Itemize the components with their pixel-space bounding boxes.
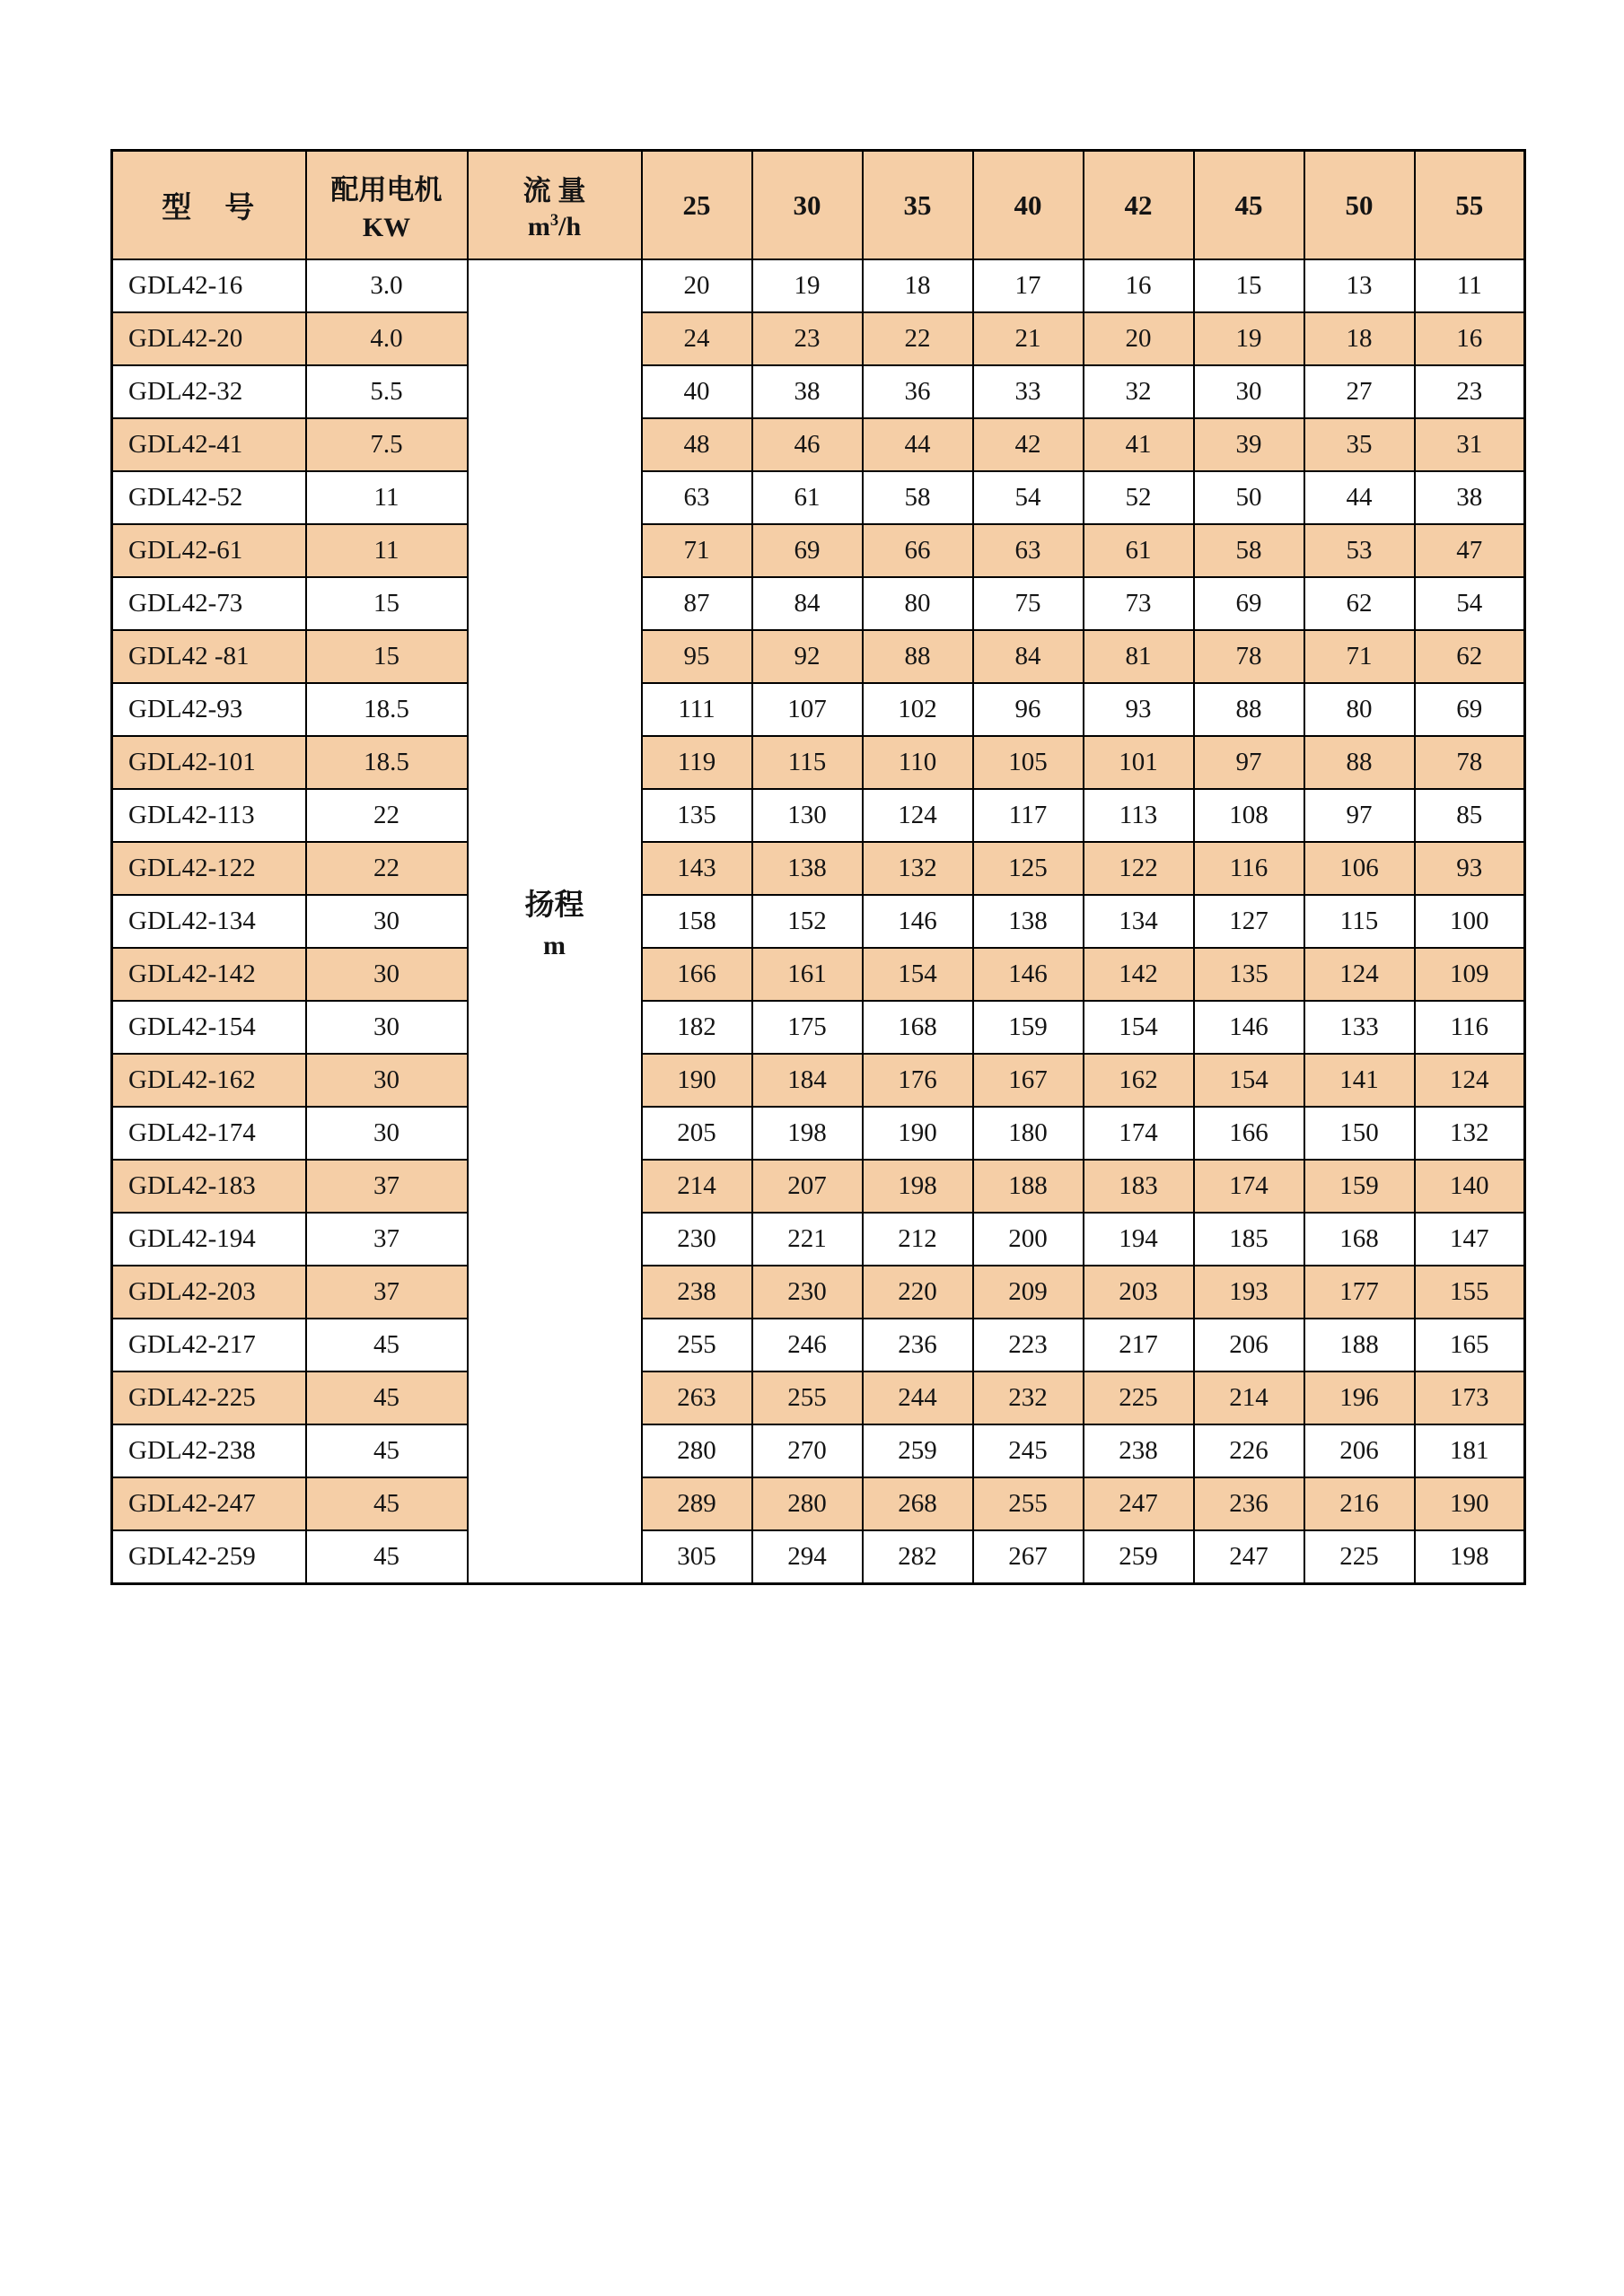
value-cell: 17 <box>973 259 1084 312</box>
model-cell: GDL42-16 <box>112 259 306 312</box>
value-cell: 122 <box>1084 842 1194 895</box>
value-cell: 109 <box>1415 948 1525 1001</box>
value-cell: 69 <box>1415 683 1525 736</box>
model-cell: GDL42-73 <box>112 577 306 630</box>
header-flow-30: 30 <box>752 151 863 260</box>
value-cell: 53 <box>1304 524 1415 577</box>
model-cell: GDL42-20 <box>112 312 306 365</box>
motor-kw-cell: 15 <box>306 577 468 630</box>
value-cell: 158 <box>642 895 752 948</box>
model-cell: GDL42-162 <box>112 1054 306 1107</box>
motor-kw-cell: 30 <box>306 1001 468 1054</box>
value-cell: 61 <box>1084 524 1194 577</box>
model-cell: GDL42-41 <box>112 418 306 471</box>
value-cell: 147 <box>1415 1213 1525 1266</box>
header-flow-45: 45 <box>1194 151 1304 260</box>
value-cell: 24 <box>642 312 752 365</box>
model-cell: GDL42-134 <box>112 895 306 948</box>
table-row <box>112 1107 1525 1160</box>
value-cell: 13 <box>1304 259 1415 312</box>
value-cell: 119 <box>642 736 752 789</box>
value-cell: 220 <box>863 1266 973 1319</box>
value-cell: 138 <box>752 842 863 895</box>
value-cell: 205 <box>642 1107 752 1160</box>
value-cell: 176 <box>863 1054 973 1107</box>
table-row <box>112 259 1525 312</box>
value-cell: 198 <box>752 1107 863 1160</box>
value-cell: 78 <box>1194 630 1304 683</box>
motor-kw-cell: 37 <box>306 1213 468 1266</box>
motor-kw-cell: 22 <box>306 842 468 895</box>
value-cell: 161 <box>752 948 863 1001</box>
value-cell: 143 <box>642 842 752 895</box>
model-cell: GDL42-247 <box>112 1477 306 1530</box>
value-cell: 238 <box>642 1266 752 1319</box>
value-cell: 31 <box>1415 418 1525 471</box>
pump-spec-table <box>110 149 1526 1585</box>
value-cell: 223 <box>973 1319 1084 1371</box>
model-cell: GDL42 -81 <box>112 630 306 683</box>
value-cell: 108 <box>1194 789 1304 842</box>
value-cell: 124 <box>1415 1054 1525 1107</box>
value-cell: 194 <box>1084 1213 1194 1266</box>
value-cell: 225 <box>1084 1371 1194 1424</box>
value-cell: 20 <box>642 259 752 312</box>
value-cell: 18 <box>1304 312 1415 365</box>
model-cell: GDL42-183 <box>112 1160 306 1213</box>
model-cell: GDL42-194 <box>112 1213 306 1266</box>
value-cell: 40 <box>642 365 752 418</box>
head-span-cell <box>468 259 642 1584</box>
value-cell: 206 <box>1304 1424 1415 1477</box>
value-cell: 84 <box>973 630 1084 683</box>
value-cell: 150 <box>1304 1107 1415 1160</box>
value-cell: 97 <box>1194 736 1304 789</box>
motor-kw-cell: 15 <box>306 630 468 683</box>
table-row <box>112 895 1525 948</box>
value-cell: 226 <box>1194 1424 1304 1477</box>
value-cell: 196 <box>1304 1371 1415 1424</box>
value-cell: 294 <box>752 1530 863 1584</box>
value-cell: 88 <box>1194 683 1304 736</box>
value-cell: 69 <box>752 524 863 577</box>
value-cell: 54 <box>1415 577 1525 630</box>
model-cell: GDL42-225 <box>112 1371 306 1424</box>
value-cell: 177 <box>1304 1266 1415 1319</box>
motor-kw-cell: 37 <box>306 1266 468 1319</box>
header-flow-unit: $m^3/h$ <box>527 211 582 241</box>
value-cell: 173 <box>1415 1371 1525 1424</box>
model-cell: GDL42-154 <box>112 1001 306 1054</box>
value-cell: 289 <box>642 1477 752 1530</box>
motor-kw-cell: 18.5 <box>306 683 468 736</box>
table-row <box>112 1054 1525 1107</box>
value-cell: 44 <box>1304 471 1415 524</box>
value-cell: 203 <box>1084 1266 1194 1319</box>
value-cell: 87 <box>642 577 752 630</box>
table-row <box>112 789 1525 842</box>
table-row <box>112 1424 1525 1477</box>
value-cell: 54 <box>973 471 1084 524</box>
header-model-label: 型 号 <box>162 192 257 224</box>
value-cell: 152 <box>752 895 863 948</box>
value-cell: 167 <box>973 1054 1084 1107</box>
value-cell: 110 <box>863 736 973 789</box>
value-cell: 85 <box>1415 789 1525 842</box>
value-cell: 63 <box>642 471 752 524</box>
header-flow-35: 35 <box>863 151 973 260</box>
value-cell: 247 <box>1084 1477 1194 1530</box>
value-cell: 135 <box>642 789 752 842</box>
value-cell: 116 <box>1415 1001 1525 1054</box>
table-row <box>112 365 1525 418</box>
value-cell: 305 <box>642 1530 752 1584</box>
value-cell: 280 <box>752 1477 863 1530</box>
value-cell: 116 <box>1194 842 1304 895</box>
value-cell: 80 <box>1304 683 1415 736</box>
table-row <box>112 1001 1525 1054</box>
value-cell: 146 <box>973 948 1084 1001</box>
motor-kw-cell: 7.5 <box>306 418 468 471</box>
header-flow-25: 25 <box>642 151 752 260</box>
value-cell: 166 <box>1194 1107 1304 1160</box>
value-cell: 61 <box>752 471 863 524</box>
value-cell: 140 <box>1415 1160 1525 1213</box>
value-cell: 174 <box>1084 1107 1194 1160</box>
value-cell: 15 <box>1194 259 1304 312</box>
value-cell: 259 <box>863 1424 973 1477</box>
value-cell: 267 <box>973 1530 1084 1584</box>
value-cell: 232 <box>973 1371 1084 1424</box>
value-cell: 193 <box>1194 1266 1304 1319</box>
header-flow-label: 流 量 <box>522 175 586 206</box>
table-row <box>112 418 1525 471</box>
value-cell: 263 <box>642 1371 752 1424</box>
value-cell: 247 <box>1194 1530 1304 1584</box>
motor-kw-cell: 45 <box>306 1530 468 1584</box>
value-cell: 78 <box>1415 736 1525 789</box>
value-cell: 225 <box>1304 1530 1415 1584</box>
value-cell: 238 <box>1084 1424 1194 1477</box>
model-cell: GDL42-203 <box>112 1266 306 1319</box>
value-cell: 96 <box>973 683 1084 736</box>
value-cell: 62 <box>1415 630 1525 683</box>
value-cell: 38 <box>1415 471 1525 524</box>
value-cell: 48 <box>642 418 752 471</box>
header-flow-50: 50 <box>1304 151 1415 260</box>
value-cell: 44 <box>863 418 973 471</box>
value-cell: 175 <box>752 1001 863 1054</box>
value-cell: 22 <box>863 312 973 365</box>
value-cell: 115 <box>1304 895 1415 948</box>
value-cell: 135 <box>1194 948 1304 1001</box>
value-cell: 23 <box>752 312 863 365</box>
value-cell: 132 <box>1415 1107 1525 1160</box>
model-cell: GDL42-101 <box>112 736 306 789</box>
header-motor-unit: KW <box>362 213 411 242</box>
value-cell: 88 <box>863 630 973 683</box>
value-cell: 71 <box>1304 630 1415 683</box>
motor-kw-cell: 4.0 <box>306 312 468 365</box>
value-cell: 95 <box>642 630 752 683</box>
table-row <box>112 1160 1525 1213</box>
value-cell: 130 <box>752 789 863 842</box>
value-cell: 132 <box>863 842 973 895</box>
value-cell: 20 <box>1084 312 1194 365</box>
model-cell: GDL42-122 <box>112 842 306 895</box>
value-cell: 16 <box>1084 259 1194 312</box>
table-row <box>112 1371 1525 1424</box>
motor-kw-cell: 30 <box>306 895 468 948</box>
value-cell: 124 <box>863 789 973 842</box>
table-row <box>112 524 1525 577</box>
value-cell: 88 <box>1304 736 1415 789</box>
value-cell: 21 <box>973 312 1084 365</box>
motor-kw-cell: 45 <box>306 1319 468 1371</box>
value-cell: 230 <box>752 1266 863 1319</box>
value-cell: 92 <box>752 630 863 683</box>
model-cell: GDL42-174 <box>112 1107 306 1160</box>
value-cell: 125 <box>973 842 1084 895</box>
model-cell: GDL42-259 <box>112 1530 306 1584</box>
value-cell: 162 <box>1084 1054 1194 1107</box>
value-cell: 124 <box>1304 948 1415 1001</box>
value-cell: 18 <box>863 259 973 312</box>
value-cell: 62 <box>1304 577 1415 630</box>
value-cell: 246 <box>752 1319 863 1371</box>
value-cell: 102 <box>863 683 973 736</box>
value-cell: 46 <box>752 418 863 471</box>
value-cell: 42 <box>973 418 1084 471</box>
model-cell: GDL42-238 <box>112 1424 306 1477</box>
value-cell: 81 <box>1084 630 1194 683</box>
header-flow <box>468 151 642 260</box>
value-cell: 206 <box>1194 1319 1304 1371</box>
value-cell: 107 <box>752 683 863 736</box>
value-cell: 84 <box>752 577 863 630</box>
value-cell: 154 <box>1194 1054 1304 1107</box>
value-cell: 113 <box>1084 789 1194 842</box>
value-cell: 134 <box>1084 895 1194 948</box>
value-cell: 73 <box>1084 577 1194 630</box>
model-cell: GDL42-32 <box>112 365 306 418</box>
motor-kw-cell: 45 <box>306 1424 468 1477</box>
value-cell: 41 <box>1084 418 1194 471</box>
header-flow-55: 55 <box>1415 151 1525 260</box>
value-cell: 155 <box>1415 1266 1525 1319</box>
table-row <box>112 948 1525 1001</box>
value-cell: 200 <box>973 1213 1084 1266</box>
value-cell: 190 <box>642 1054 752 1107</box>
value-cell: 217 <box>1084 1319 1194 1371</box>
table-row <box>112 630 1525 683</box>
value-cell: 32 <box>1084 365 1194 418</box>
value-cell: 115 <box>752 736 863 789</box>
value-cell: 16 <box>1415 312 1525 365</box>
value-cell: 33 <box>973 365 1084 418</box>
table-row <box>112 1477 1525 1530</box>
value-cell: 58 <box>863 471 973 524</box>
value-cell: 166 <box>642 948 752 1001</box>
value-cell: 188 <box>1304 1319 1415 1371</box>
value-cell: 100 <box>1415 895 1525 948</box>
value-cell: 111 <box>642 683 752 736</box>
motor-kw-cell: 30 <box>306 948 468 1001</box>
value-cell: 255 <box>752 1371 863 1424</box>
motor-kw-cell: 45 <box>306 1371 468 1424</box>
value-cell: 174 <box>1194 1160 1304 1213</box>
header-flow-42: 42 <box>1084 151 1194 260</box>
value-cell: 168 <box>1304 1213 1415 1266</box>
value-cell: 230 <box>642 1213 752 1266</box>
value-cell: 101 <box>1084 736 1194 789</box>
value-cell: 184 <box>752 1054 863 1107</box>
value-cell: 280 <box>642 1424 752 1477</box>
table-row <box>112 683 1525 736</box>
head-label: 扬程 <box>524 889 584 922</box>
value-cell: 236 <box>863 1319 973 1371</box>
value-cell: 133 <box>1304 1001 1415 1054</box>
table-row <box>112 842 1525 895</box>
value-cell: 165 <box>1415 1319 1525 1371</box>
value-cell: 183 <box>1084 1160 1194 1213</box>
table-row <box>112 1319 1525 1371</box>
header-flow-40: 40 <box>973 151 1084 260</box>
value-cell: 36 <box>863 365 973 418</box>
value-cell: 188 <box>973 1160 1084 1213</box>
value-cell: 214 <box>1194 1371 1304 1424</box>
value-cell: 39 <box>1194 418 1304 471</box>
value-cell: 268 <box>863 1477 973 1530</box>
value-cell: 35 <box>1304 418 1415 471</box>
value-cell: 58 <box>1194 524 1304 577</box>
value-cell: 27 <box>1304 365 1415 418</box>
value-cell: 198 <box>863 1160 973 1213</box>
value-cell: 182 <box>642 1001 752 1054</box>
value-cell: 209 <box>973 1266 1084 1319</box>
value-cell: 52 <box>1084 471 1194 524</box>
table-row <box>112 1530 1525 1584</box>
motor-kw-cell: 18.5 <box>306 736 468 789</box>
value-cell: 207 <box>752 1160 863 1213</box>
table-row <box>112 471 1525 524</box>
header-motor-label: 配用电机 <box>330 174 443 206</box>
motor-kw-cell: 37 <box>306 1160 468 1213</box>
header-motor <box>306 151 468 260</box>
motor-kw-cell: 22 <box>306 789 468 842</box>
model-cell: GDL42-61 <box>112 524 306 577</box>
value-cell: 50 <box>1194 471 1304 524</box>
value-cell: 97 <box>1304 789 1415 842</box>
value-cell: 259 <box>1084 1530 1194 1584</box>
value-cell: 255 <box>973 1477 1084 1530</box>
head-unit: m <box>543 931 566 960</box>
value-cell: 181 <box>1415 1424 1525 1477</box>
value-cell: 168 <box>863 1001 973 1054</box>
header-model <box>112 151 306 260</box>
value-cell: 146 <box>1194 1001 1304 1054</box>
motor-kw-cell: 30 <box>306 1107 468 1160</box>
value-cell: 190 <box>1415 1477 1525 1530</box>
value-cell: 185 <box>1194 1213 1304 1266</box>
motor-kw-cell: 45 <box>306 1477 468 1530</box>
table-row <box>112 736 1525 789</box>
value-cell: 190 <box>863 1107 973 1160</box>
motor-kw-cell: 30 <box>306 1054 468 1107</box>
value-cell: 216 <box>1304 1477 1415 1530</box>
value-cell: 154 <box>1084 1001 1194 1054</box>
table-row <box>112 1213 1525 1266</box>
value-cell: 245 <box>973 1424 1084 1477</box>
motor-kw-cell: 3.0 <box>306 259 468 312</box>
value-cell: 159 <box>1304 1160 1415 1213</box>
value-cell: 221 <box>752 1213 863 1266</box>
header-row <box>112 151 1525 260</box>
value-cell: 138 <box>973 895 1084 948</box>
value-cell: 47 <box>1415 524 1525 577</box>
value-cell: 105 <box>973 736 1084 789</box>
value-cell: 38 <box>752 365 863 418</box>
motor-kw-cell: 11 <box>306 524 468 577</box>
value-cell: 69 <box>1194 577 1304 630</box>
value-cell: 117 <box>973 789 1084 842</box>
value-cell: 66 <box>863 524 973 577</box>
value-cell: 93 <box>1084 683 1194 736</box>
value-cell: 11 <box>1415 259 1525 312</box>
value-cell: 236 <box>1194 1477 1304 1530</box>
value-cell: 63 <box>973 524 1084 577</box>
motor-kw-cell: 11 <box>306 471 468 524</box>
value-cell: 270 <box>752 1424 863 1477</box>
model-cell: GDL42-217 <box>112 1319 306 1371</box>
model-cell: GDL42-52 <box>112 471 306 524</box>
value-cell: 127 <box>1194 895 1304 948</box>
model-cell: GDL42-142 <box>112 948 306 1001</box>
value-cell: 19 <box>1194 312 1304 365</box>
value-cell: 282 <box>863 1530 973 1584</box>
value-cell: 75 <box>973 577 1084 630</box>
value-cell: 159 <box>973 1001 1084 1054</box>
value-cell: 214 <box>642 1160 752 1213</box>
table-row <box>112 577 1525 630</box>
value-cell: 244 <box>863 1371 973 1424</box>
value-cell: 142 <box>1084 948 1194 1001</box>
value-cell: 180 <box>973 1107 1084 1160</box>
motor-kw-cell: 5.5 <box>306 365 468 418</box>
table-row <box>112 1266 1525 1319</box>
value-cell: 146 <box>863 895 973 948</box>
value-cell: 106 <box>1304 842 1415 895</box>
value-cell: 154 <box>863 948 973 1001</box>
value-cell: 80 <box>863 577 973 630</box>
value-cell: 255 <box>642 1319 752 1371</box>
model-cell: GDL42-93 <box>112 683 306 736</box>
value-cell: 212 <box>863 1213 973 1266</box>
value-cell: 30 <box>1194 365 1304 418</box>
value-cell: 71 <box>642 524 752 577</box>
value-cell: 198 <box>1415 1530 1525 1584</box>
value-cell: 141 <box>1304 1054 1415 1107</box>
value-cell: 93 <box>1415 842 1525 895</box>
value-cell: 19 <box>752 259 863 312</box>
value-cell: 23 <box>1415 365 1525 418</box>
table-row <box>112 312 1525 365</box>
model-cell: GDL42-113 <box>112 789 306 842</box>
